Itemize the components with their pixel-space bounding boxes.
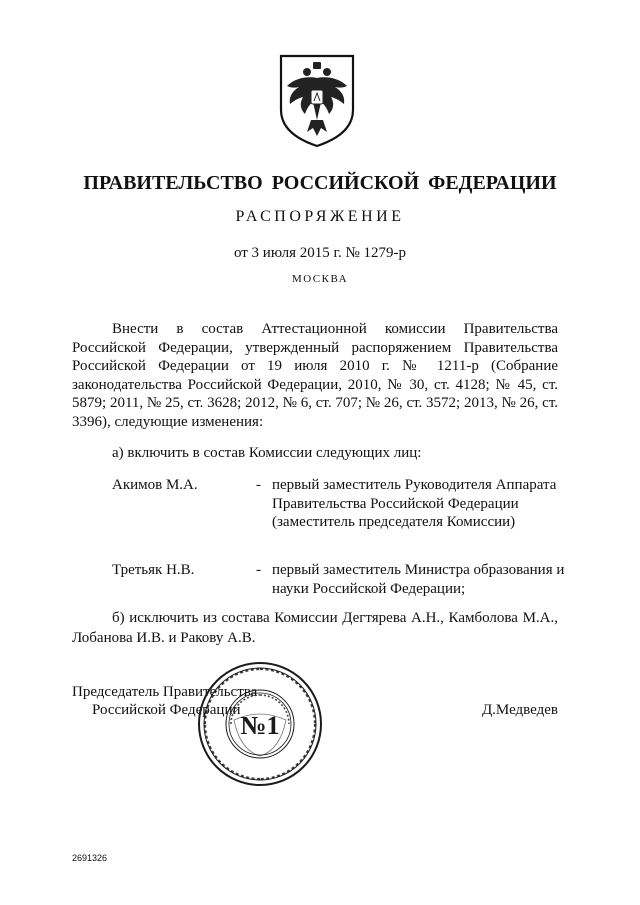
seal-number: №1 (240, 711, 280, 740)
item-a-line: а) включить в состав Комиссии следующих лиц: (112, 445, 422, 461)
signatory-title-line1: Председатель Правительства (72, 684, 258, 700)
person-dash: - (256, 562, 261, 578)
person-dash: - (256, 477, 261, 493)
document-code: 2691326 (72, 853, 108, 863)
document-city: МОСКВА (291, 273, 349, 285)
intro-paragraph: Внести в состав Аттестационной комиссии Правительства Российской Федерации, утвержденный распоряжением Правительства Российской Федерации от 19 июля 2010 г. № 1211-р (Собрание законодательства Российской Федерации, 2010, № 30, ст. 4128; № 45, ст. 5879; 2011, № 25, ст. 3628; 2012, № 6, ст. 707; № 26, ст. 3572; 2013, № 26, ст. 3396), следующие изменения: (72, 321, 558, 430)
person-name: Третьяк Н.В. (112, 562, 195, 578)
official-seal-icon (196, 660, 324, 788)
person-role: первый заместитель Министра образования и науки Российской Федерации; (272, 562, 565, 597)
coat-of-arms-icon (277, 52, 357, 148)
document-date-number: от 3 июля 2015 г. № 1279-р (233, 245, 407, 261)
signatory-title-line2: Российской Федерации (92, 702, 241, 718)
person-role: первый заместитель Руководителя Аппарата Правительства Российской Федерации (заместитель председателя Комиссии) (272, 477, 557, 530)
government-title: ПРАВИТЕЛЬСТВО РОССИЙСКОЙ ФЕДЕРАЦИИ (83, 172, 557, 194)
document-type: РАСПОРЯЖЕНИЕ (235, 208, 405, 225)
person-name: Акимов М.А. (112, 477, 198, 493)
item-b-paragraph: б) исключить из состава Комиссии Дегтярева А.Н., Камболова М.А., Лобанова И.В. и Ракову А.В. (72, 610, 558, 646)
signatory-name: Д.Медведев (481, 702, 558, 718)
